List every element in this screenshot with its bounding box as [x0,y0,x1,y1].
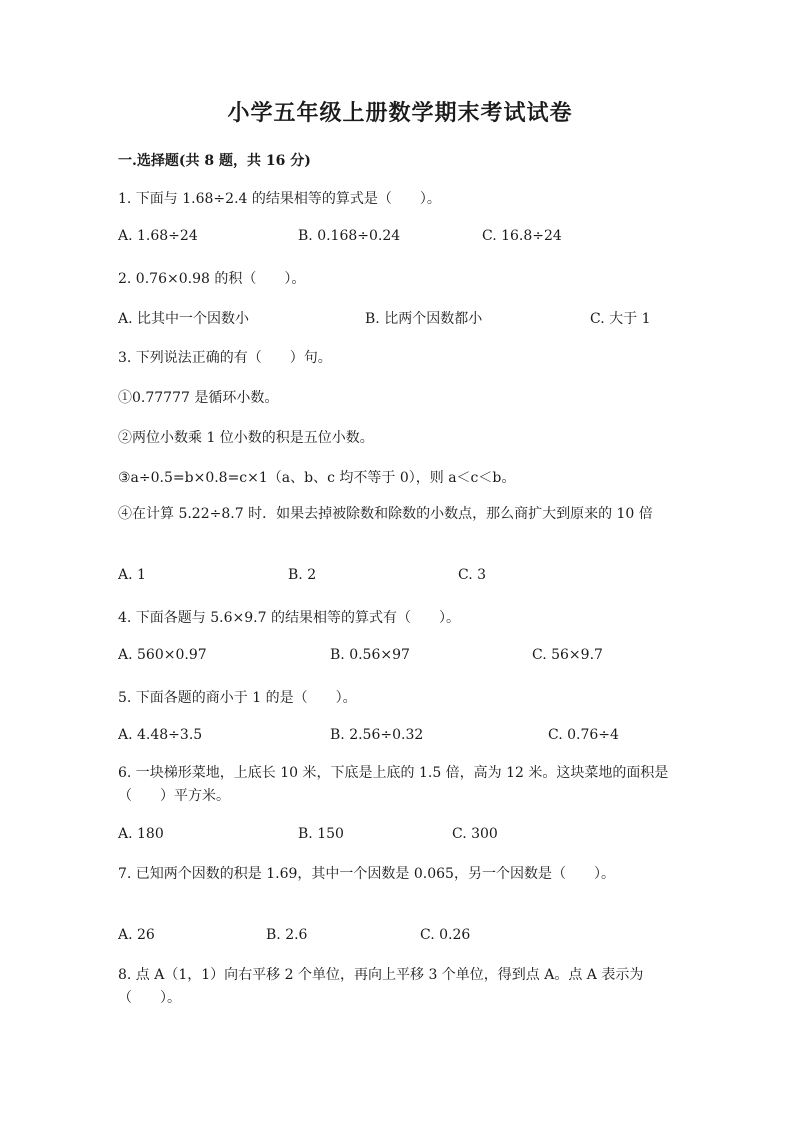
question-6-option-c[interactable]: C. 300 [452,826,498,842]
question-8-stem: 8. 点 A（1，1）向右平移 2 个单位，再向上平移 3 个单位，得到点 A。点 A 表示为（ ）。 [118,967,644,1006]
question-3-stem: 3. 下列说法正确的有（ ）句。 [118,350,332,366]
question-2-stem: 2. 0.76×0.98 的积（ ）。 [118,271,306,287]
question-6-option-a[interactable]: A. 180 [118,826,164,842]
question-1-option-a[interactable]: A. 1.68÷24 [118,228,198,244]
question-2-option-b[interactable]: B. 比两个因数都小 [365,311,483,327]
question-4-option-a[interactable]: A. 560×0.97 [118,647,207,663]
question-3-statement-1: ①0.77777 是循环小数。 [118,390,279,406]
question-3-statement-2: ②两位小数乘 1 位小数的积是五位小数。 [118,430,374,446]
page-title: 小学五年级上册数学期末考试试卷 [227,100,573,126]
question-7-option-b[interactable]: B. 2.6 [266,927,308,943]
question-3-statement-4: ④在计算 5.22÷8.7 时．如果去掉被除数和除数的小数点，那么商扩大到原来的 10 倍 [118,506,653,522]
question-5-option-c[interactable]: C. 0.76÷4 [548,727,619,743]
question-2-option-c[interactable]: C. 大于 1 [590,311,651,327]
question-3-statement-3: ③a÷0.5=b×0.8=c×1（a、b、c 均不等于 0），则 a＜c＜b。 [118,470,516,486]
question-1-option-c[interactable]: C. 16.8÷24 [482,228,562,244]
question-3-option-c[interactable]: C. 3 [458,567,487,583]
question-6-option-b[interactable]: B. 150 [298,826,344,842]
question-5-option-a[interactable]: A. 4.48÷3.5 [118,727,203,743]
section-heading: 一.选择题(共 8 题，共 16 分) [118,153,311,169]
question-7-stem: 7. 已知两个因数的积是 1.69，其中一个因数是 0.065，另一个因数是（ ）。 [118,866,615,882]
question-2-option-a[interactable]: A. 比其中一个因数小 [118,311,250,327]
question-7-option-c[interactable]: C. 0.26 [420,927,471,943]
question-1-stem: 1. 下面与 1.68÷2.4 的结果相等的算式是（ ）。 [118,191,441,207]
question-7-option-a[interactable]: A. 26 [118,927,155,943]
question-4-option-b[interactable]: B. 0.56×97 [330,647,410,663]
question-3-option-a[interactable]: A. 1 [118,567,146,583]
question-5-option-b[interactable]: B. 2.56÷0.32 [330,727,424,743]
question-4-option-c[interactable]: C. 56×9.7 [532,647,603,663]
question-1-option-b[interactable]: B. 0.168÷0.24 [298,228,401,244]
question-6-stem: 6. 一块梯形菜地，上底长 10 米，下底是上底的 1.5 倍，高为 12 米。这块菜地的面积是（ ）平方米。 [118,765,669,804]
question-5-stem: 5. 下面各题的商小于 1 的是（ ）。 [118,690,357,706]
question-3-option-b[interactable]: B. 2 [288,567,317,583]
question-4-stem: 4. 下面各题与 5.6×9.7 的结果相等的算式有（ ）。 [118,610,460,626]
